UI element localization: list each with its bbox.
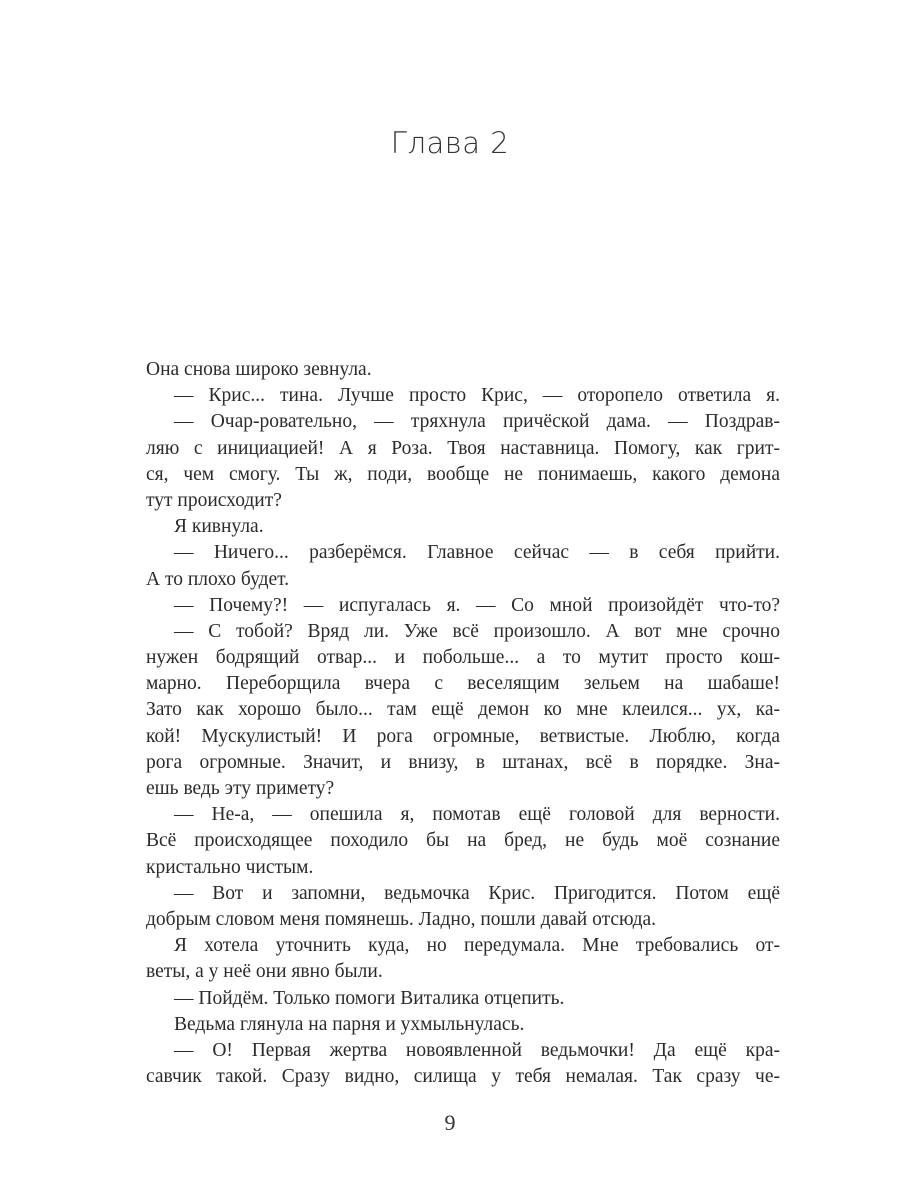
text-line: Она снова широко зевнула. [146,359,372,380]
page-number: 9 [444,1110,456,1135]
text-line: тут происходит? [146,489,282,511]
text-line: Я хотела уточнить куда, но передумала. Мне требовались от- [174,935,780,957]
text-line: ешь ведь эту примету? [146,778,335,799]
text-line: — Не-а, — опешила я, помотав ещё головой для верности. [174,804,780,826]
text-line: — Пойдём. Только помоги Виталика отцепить. [174,987,565,1009]
text-line: А то плохо будет. [146,568,290,590]
text-line: — Очар-ровательно, — тряхнула причёской дама. — Поздрав- [174,411,780,433]
text-line: нужен бодрящий отвар... и побольше... а то мутит просто кош- [146,647,780,669]
text-line: Всё происходящее походило бы на бред, не будь моё сознание [146,830,780,852]
text-line: Ведьма глянула на парня и ухмыльнулась. [174,1013,525,1035]
text-line: добрым словом меня помянешь. Ладно, пошли давай отсюда. [146,908,657,930]
text-line: рога огромные. Значит, и внизу, в штанах, всё в порядке. Зна- [146,751,780,773]
text-line: веты, а у неё они явно были. [146,961,383,983]
body-text [146,357,780,1090]
text-line: ся, чем смогу. Ты ж, поди, вообще не понимаешь, какого демона [146,463,780,485]
text-line: марно. Переборщила вчера с веселящим зельем на шабаше! [146,673,780,695]
text-line: кристально чистым. [146,856,314,878]
text-line: — Почему?! — испугалась я. — Со мной произойдёт что-то? [174,594,780,616]
text-line: Я кивнула. [174,516,264,538]
text-line: савчик такой. Сразу видно, силища у тебя немалая. Так сразу че- [146,1066,780,1088]
text-line: — С тобой? Вряд ли. Уже всё произошло. А вот мне срочно [174,620,780,642]
text-line: ляю с инициацией! А я Роза. Твоя наставница. Помогу, как грит- [146,437,780,459]
text-line: — Ничего... разберёмся. Главное сейчас — в себя прийти. [174,542,780,564]
text-line: кой! Мускулистый! И рога огромные, ветвистые. Люблю, когда [146,725,780,747]
text-line: — Крис... тина. Лучше просто Крис, — оторопело ответила я. [174,385,780,407]
chapter-title: Глава 2 [390,126,510,160]
text-line: — Вот и запомни, ведьмочка Крис. Пригодится. Потом ещё [174,882,780,904]
text-line: — О! Первая жертва новоявленной ведьмочки! Да ещё кра- [174,1039,780,1061]
text-line: Зато как хорошо было... там ещё демон ко мне клеился... ух, ка- [146,699,780,721]
